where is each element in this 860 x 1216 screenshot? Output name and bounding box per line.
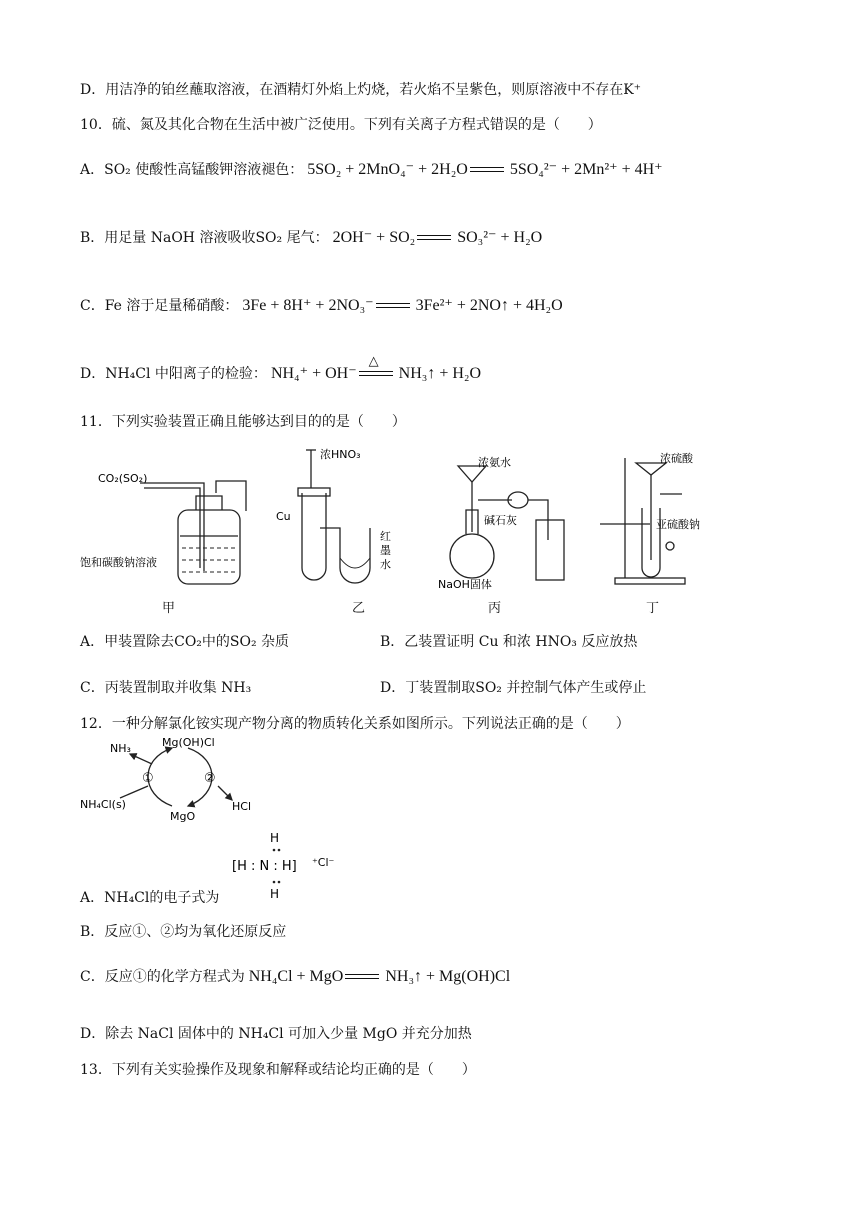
jia-gas-label: CO₂(SO₂): [98, 472, 148, 485]
q10-option-b: [80, 228, 542, 248]
reaction-1-marker: ①: [142, 771, 154, 786]
yi-test-tube: [302, 493, 326, 580]
nh4cl-in-arrow: [120, 786, 148, 798]
q10-option-c: [80, 296, 563, 316]
jia-bottle: [178, 510, 240, 584]
heat-triangle: △: [368, 354, 379, 369]
yi-ink-label-2: 墨: [380, 544, 391, 557]
nh3-out-arrow: [130, 754, 152, 764]
q11-option-c: C．丙装置制取并收集 NH₃: [80, 680, 252, 696]
cycle-nh4cl-label: NH₄Cl(s): [80, 798, 126, 811]
e-bottom-h: H: [270, 887, 280, 901]
equals-sign: [417, 234, 451, 242]
q10c-lhs: 3Fe + 8H⁺ + 2NO₃⁻: [242, 297, 374, 314]
q10d-rhs: NH₃↑ + H₂O: [398, 365, 482, 382]
q10d-lhs: NH₄⁺ + OH⁻: [270, 365, 357, 382]
equals-sign: [470, 166, 504, 174]
caption-bing: 丙: [488, 601, 502, 616]
heat-equals-sign: [359, 354, 393, 378]
reaction-2-marker: ②: [204, 771, 216, 786]
yi-acid-label: 浓HNO₃: [320, 448, 361, 461]
e-top-h: H: [270, 831, 280, 845]
q10b-lhs: 2OH⁻ + SO₂: [332, 229, 416, 246]
cycle-mgohcl-label: Mg(OH)Cl: [162, 736, 215, 749]
q10a-lhs: 5SO₂ + 2MnO₄⁻ + 2H₂O: [307, 161, 468, 178]
hcl-out-arrow: [218, 786, 232, 800]
yi-ink-label-1: 红: [380, 530, 391, 543]
q10d-lead: D．NH₄Cl 中阳离子的检验：: [80, 366, 267, 382]
electron-formula: [228, 830, 358, 902]
ding-acid-label: 浓硫酸: [660, 452, 693, 465]
q10-stem: 10．硫、氮及其化合物在生活中被广泛使用。下列有关离子方程式错误的是（ ）: [80, 117, 602, 133]
yi-stopper: [298, 488, 330, 496]
q11-option-b: B．乙装置证明 Cu 和浓 HNO₃ 反应放热: [380, 634, 638, 650]
q10b-lead: B．用足量 NaOH 溶液吸收SO₂ 尾气：: [80, 230, 329, 246]
cycle-mgo-label: MgO: [170, 810, 196, 823]
q12-stem: 12．一种分解氯化铵实现产物分离的物质转化关系如图所示。下列说法正确的是（ ）: [80, 716, 630, 732]
bing-collect-bottle: [536, 520, 564, 580]
yi-cu-label: Cu: [276, 510, 291, 523]
q10a-rhs: 5SO₄²⁻ + 2Mn²⁺ + 4H⁺: [509, 161, 663, 178]
e-charge: ⁺Cl⁻: [312, 856, 335, 869]
ding-valve: [666, 542, 674, 550]
q12c-lead: C．反应①的化学方程式为: [80, 969, 245, 985]
q10a-lead: A．SO₂ 使酸性高锰酸钾溶液褪色：: [80, 162, 304, 178]
cycle-hcl-label: HCl: [232, 800, 252, 813]
q12-option-b: B．反应①、②均为氧化还原反应: [80, 924, 287, 940]
q12-option-c: [80, 967, 510, 987]
bing-naoh-label: NaOH固体: [438, 578, 492, 591]
e-body: [H : N : H]: [232, 859, 297, 874]
cycle-diagram: [80, 734, 280, 824]
q11-option-d: D．丁装置制取SO₂ 并控制气体产生或停止: [380, 680, 647, 696]
q10-option-a: [80, 160, 663, 180]
q10c-lead: C．Fe 溶于足量稀硝酸：: [80, 298, 239, 314]
equals-sign: [345, 973, 379, 981]
yi-ink-label-3: 水: [380, 558, 391, 571]
q10b-rhs: SO₃²⁻ + H₂O: [457, 229, 543, 246]
q9-option-d: D．用洁净的铂丝蘸取溶液，在酒精灯外焰上灼烧，若火焰不呈紫色，则原溶液中不存在K⁺: [80, 82, 642, 98]
ding-salt-label: 亚硫酸钠: [656, 518, 700, 531]
apparatus-figure: [80, 438, 720, 593]
cycle-nh3-label: NH₃: [110, 742, 131, 755]
equals-sign: [376, 302, 410, 310]
bing-lime-label: 碱石灰: [484, 514, 517, 527]
ding-stand-base: [615, 578, 685, 584]
q12-option-d: D．除去 NaCl 固体中的 NH₄Cl 可加入少量 MgO 并充分加热: [80, 1026, 472, 1042]
jia-solution-label: 饱和碳酸钠溶液: [80, 556, 157, 569]
caption-jia: 甲: [162, 601, 176, 616]
caption-yi: 乙: [352, 601, 366, 616]
bing-flask: [450, 534, 494, 578]
q11-stem: 11．下列实验装置正确且能够达到目的的是（ ）: [80, 414, 406, 430]
q12c-lhs: NH₄Cl + MgO: [248, 968, 344, 985]
q10c-rhs: 3Fe²⁺ + 2NO↑ + 4H₂O: [415, 297, 563, 314]
yi-u-tube: [320, 528, 370, 583]
q12c-rhs: NH₃↑ + Mg(OH)Cl: [385, 968, 511, 985]
q13-stem: 13．下列有关实验操作及现象和解释或结论均正确的是（ ）: [80, 1062, 476, 1078]
q10-option-d: [80, 354, 482, 384]
q11-option-a: A．甲装置除去CO₂中的SO₂ 杂质: [80, 634, 290, 650]
q12-option-a: A．NH₄Cl的电子式为: [80, 890, 220, 906]
caption-ding: 丁: [646, 601, 660, 616]
bing-ammonia-label: 浓氨水: [478, 456, 511, 469]
